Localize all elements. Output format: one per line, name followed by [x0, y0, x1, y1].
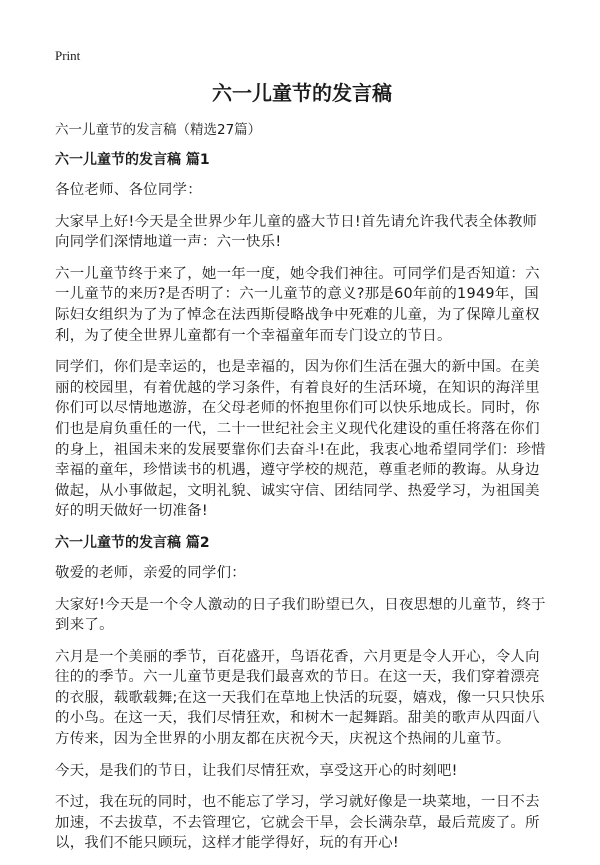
- document-subtitle: 六一儿童节的发言稿（精选27篇）: [55, 122, 262, 138]
- paragraph: 同学们，你们是幸运的，也是幸福的，因为你们生活在强大的新中国。在美丽的校园里，有着优越的学习条件，有着良好的生活环境，在知识的海洋里你们可以尽情地遨游，在父母老师的怀抱里你们可以快乐地成长。同时，你们也是肩负重任的一代，二十一世纪社会主义现代化建设的重任将落在你们的身上，祖国未来的发展要靠你们去奋斗!在此，我衷心地希望同学们：珍惜幸福的童年，珍惜读书的机遇，遵守学校的规范，尊重老师的教诲。从身边做起，从小事做起，文明礼貌、诚实守信、团结同学、热爱学习，为祖国美好的明天做好一切准备!: [55, 359, 546, 520]
- paragraph: 各位老师、各位同学：: [55, 182, 202, 198]
- paragraph: 六一儿童节终于来了，她一年一度，她令我们神往。可同学们是否知道：六一儿童节的来历?是否明了：六一儿童节的意义?那是60年前的1949年，国际妇女组织为了为了悼念在法西斯侵略战争中死难的儿童，为了保障儿童权利，为了使全世界儿童都有一个幸福童年而专门设立的节日。: [55, 265, 540, 344]
- paragraph: 六月是一个美丽的季节，百花盛开，鸟语花香，六月更是令人开心，令人向往的的季节。六一儿童节更是我们最喜欢的节日。在这一天，我们穿着漂亮的衣服，载歌载舞;在这一天我们在草地上快活的玩耍，嬉戏，像一只只快乐的小鸟。在这一天，我们尽情狂欢，和树木一起舞蹈。甜美的歌声从四面八方传来，因为全世界的小朋友都在庆祝今天，庆祝这个热闹的儿童节。: [55, 648, 545, 748]
- section-heading: 六一儿童节的发言稿 篇1: [55, 152, 210, 168]
- paragraph: 大家好!今天是一个令人激动的日子我们盼望已久，日夜思想的儿童节，终于到来了。: [55, 596, 546, 634]
- paragraph: 大家早上好!今天是全世界少年儿童的盛大节日!首先请允许我代表全体教师向同学们深情地道一声：六一快乐!: [55, 213, 538, 251]
- paragraph: 今天，是我们的节日，让我们尽情狂欢，享受这开心的时刻吧!: [55, 762, 458, 779]
- print-link[interactable]: Print: [55, 48, 81, 63]
- section-heading: 六一儿童节的发言稿 篇2: [55, 534, 210, 551]
- document-title: 六一儿童节的发言稿: [212, 81, 392, 105]
- paragraph: 敬爱的老师，亲爱的同学们：: [55, 564, 246, 581]
- paragraph: 不过，我在玩的同时，也不能忘了学习，学习就好像是一块菜地，一日不去加速，不去拔草，不去管理它，它就会干旱，会长满杂草，最后荒废了。所以，我们不能只顾玩，这样才能学得好，玩的有开心!: [55, 794, 540, 852]
- document-body: [55, 80, 549, 865]
